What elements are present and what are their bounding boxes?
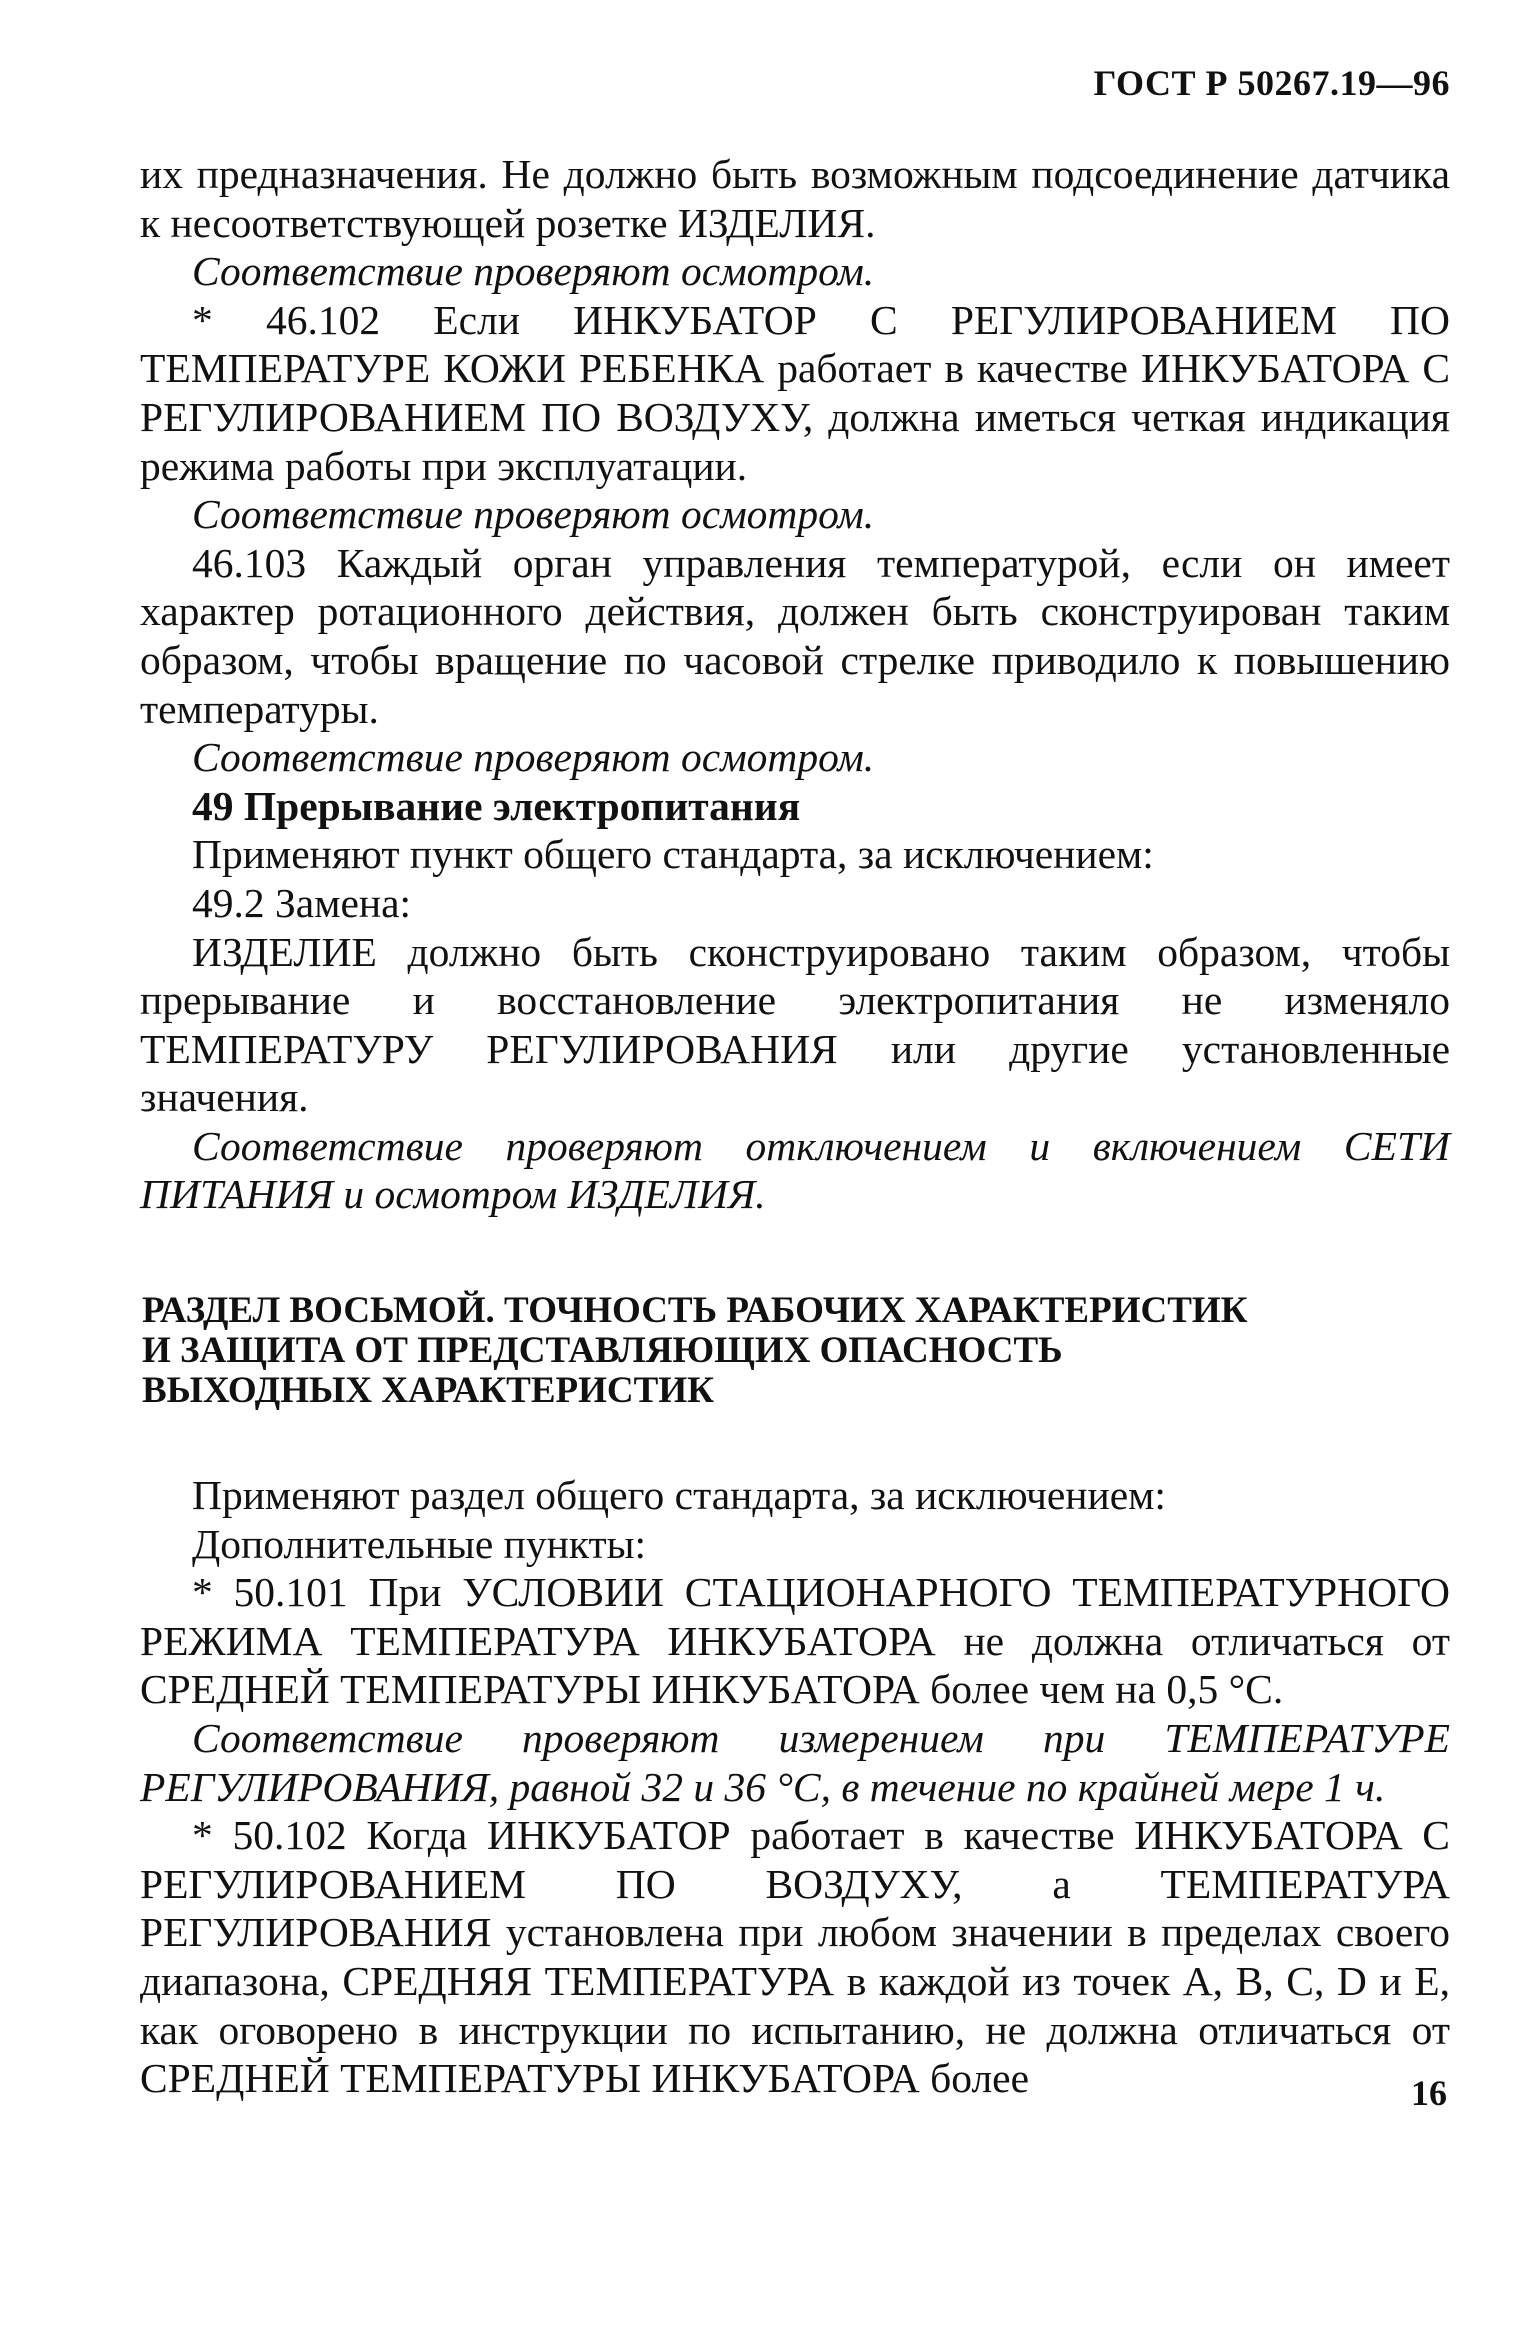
paragraph: Дополнительные пункты: <box>192 1520 647 1567</box>
running-head: ГОСТ Р 50267.19—96 <box>1093 63 1450 103</box>
clause-46-102: * 46.102 Если ИНКУБАТОР С РЕГУЛИРОВАНИЕМ ПО ТЕМПЕРАТУРЕ КОЖИ РЕБЕНКА работает в качестве ИНКУБАТОРА С РЕГУЛИРОВАНИЕМ ПО ВОЗДУХУ, должна иметься четкая индикация режима работы при эксплуатации. <box>140 296 1450 489</box>
paragraph: Применяют раздел общего стандарта, за исключением: <box>192 1472 1166 1519</box>
paragraph: Применяют пункт общего стандарта, за исключением: <box>192 831 1154 878</box>
clause-46-103: 46.103 Каждый орган управления температурой, если он имеет характер ротационного действия, должен быть сконструирован таким образом, чтобы вращение по часовой стрелке приводило к повышению температуры. <box>140 539 1450 732</box>
compliance-note: Соответствие проверяют осмотром. <box>192 248 875 295</box>
compliance-note: Соответствие проверяют измерением при ТЕМПЕРАТУРЕ РЕГУЛИРОВАНИЯ, равной 32 и 36 °С, в течение по крайней мере 1 ч. <box>140 1715 1450 1810</box>
section-heading-line: ВЫХОДНЫХ ХАРАКТЕРИСТИК <box>142 1370 714 1412</box>
section-heading <box>140 1291 1450 1411</box>
paragraph: ИЗДЕЛИЕ должно быть сконструировано таким образом, чтобы прерывание и восстановление электропитания не изменяло ТЕМПЕРАТУРУ РЕГУЛИРОВАНИЯ или другие установленные значения. <box>140 928 1450 1121</box>
clause-heading-49: 49 Прерывание электропитания <box>192 782 801 829</box>
section-heading-line: И ЗАЩИТА ОТ ПРЕДСТАВЛЯЮЩИХ ОПАСНОСТЬ <box>142 1330 1063 1372</box>
clause-50-102: * 50.102 Когда ИНКУБАТОР работает в качестве ИНКУБАТОРА С РЕГУЛИРОВАНИЕМ ПО ВОЗДУХУ, а ТЕМПЕРАТУРА РЕГУЛИРОВАНИЯ установлена при любом значении в пределах своего диапазона, СРЕДНЯЯ ТЕМПЕРАТУРА в каждой из точек А, В, С, D и Е, как оговорено в инструкции по испытанию, не должна отличаться от СРЕДНЕЙ ТЕМПЕРАТУРЫ ИНКУБАТОРА более <box>140 1812 1450 2102</box>
body-text <box>140 150 1450 2103</box>
compliance-note: Соответствие проверяют осмотром. <box>192 734 875 781</box>
clause-49-2: 49.2 Замена: <box>192 879 412 926</box>
clause-50-101: * 50.101 При УСЛОВИИ СТАЦИОНАРНОГО ТЕМПЕРАТУРНОГО РЕЖИМА ТЕМПЕРАТУРА ИНКУБАТОРА не должна отличаться от СРЕДНЕЙ ТЕМПЕРАТУРЫ ИНКУБАТОРА более чем на 0,5 °С. <box>140 1569 1450 1713</box>
page-number: 16 <box>1411 2073 1447 2113</box>
paragraph: их предназначения. Не должно быть возможным подсоединение датчика к несоответствующей розетке ИЗДЕЛИЯ. <box>140 151 1450 246</box>
section-heading-line: РАЗДЕЛ ВОСЬМОЙ. ТОЧНОСТЬ РАБОЧИХ ХАРАКТЕРИСТИК <box>142 1290 1248 1332</box>
compliance-note: Соответствие проверяют осмотром. <box>192 491 875 538</box>
compliance-note: Соответствие проверяют отключением и включением СЕТИ ПИТАНИЯ и осмотром ИЗДЕЛИЯ. <box>140 1122 1450 1218</box>
